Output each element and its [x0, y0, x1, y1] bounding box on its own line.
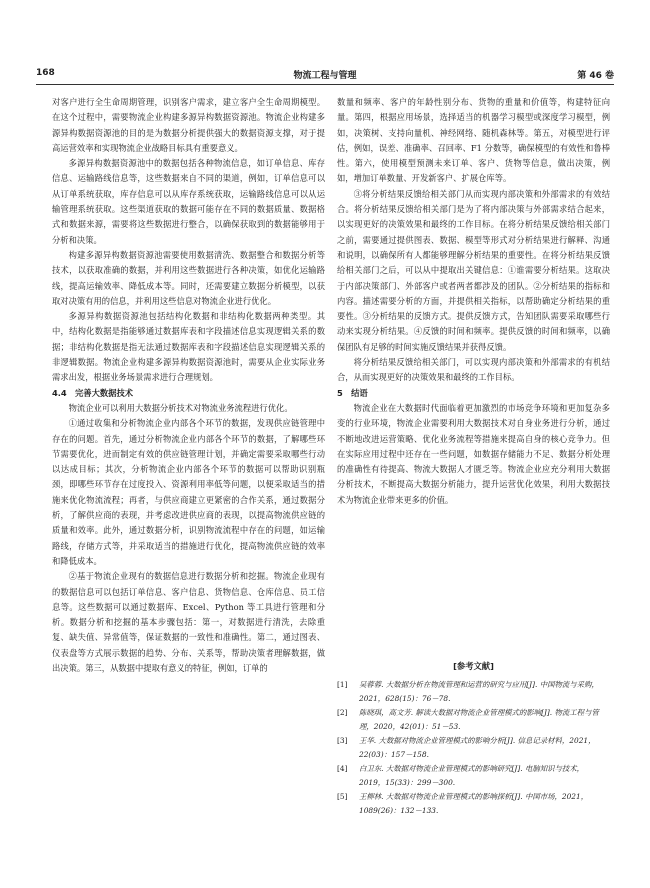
- reference-text: 王华. 大数据对物流企业管理模式的影响分析[J]. 信息记录材料，2021，22(03)：157－158.: [359, 736, 596, 759]
- section-heading: 5 结语: [337, 387, 368, 398]
- header-rule: [36, 84, 614, 85]
- volume-label: 第 46 卷: [577, 71, 614, 81]
- paragraph: 多源异构数据资源池包括结构化数据和非结构化数据两种类型。其中，结构化数据是指能够通过数据库表和字段描述信息实现逻辑关系的数据；非结构化数据是指无法通过数据库表和字段描述信息实现逻辑关系的非逻辑数据。物流企业构建多源异构数据资源池时，需要从企业实际业务需求出发，根据业务场景需求进行合理规划。: [52, 311, 325, 383]
- paragraph: 数量和频率、客户的年龄性别分布、货物的重量和价值等，构建特征向量。第四，根据应用场景，选择适当的机器学习模型或深度学习模型，例如，决策树、支持向量机、神经网络、随机森林等。第五，对模型进行评估，例如，误差、准确率、召回率、F1 分数等，确保模型的有效性和鲁棒性。第六，使用模型预测未来订单、客户、货物等信息，做出决策，例如，增加订单数量、开发新客户、扩展仓库等。: [337, 97, 610, 184]
- reference-item: [337, 762, 610, 790]
- left-column: [52, 95, 325, 676]
- paragraph: 构建多源异构数据资源池需要使用数据清洗、数据整合和数据分析等技术，以获取准确的数据，并利用这些数据进行各种决策，如优化运输路线，提高运输效率、降低成本等。同时，还需要建立数据分析模型，以获取对决策有用的信息，并利用这些信息对物流企业进行优化。: [52, 249, 325, 306]
- reference-text: 吴蓉蓉. 大数据分析在物流管理和运营的研究与应用[J]. 中国物流与采购，2021，628(15)：76－78.: [359, 680, 599, 703]
- paragraph: 多源异构数据资源池中的数据包括各种物流信息，如订单信息、库存信息、运输路线信息等，这些数据来自不同的渠道，例如，订单信息可以从订单系统获取，库存信息可以从库存系统获取，运输路线信息可以从运输管理系统获取。这些渠道获取的数据可能存在不同的数据质量、数据格式和数据来源，需要将这些数据进行整合，以确保获取到的数据能够用于分析和决策。: [52, 158, 325, 245]
- right-column: [337, 95, 610, 508]
- references-heading: [参考文献]: [453, 660, 494, 671]
- paragraph: 物流企业可以利用大数据分析技术对物流业务流程进行优化。: [68, 402, 293, 413]
- page-number: 168: [36, 68, 55, 78]
- reference-text: 白卫东. 大数据对物流企业管理模式的影响研究[J]. 电脑知识与技术，2019，15(33)：299－300.: [359, 764, 585, 787]
- reference-list: [337, 678, 610, 818]
- paragraph: ②基于物流企业现有的数据信息进行数据分析和挖掘。物流企业现有的数据信息可以包括订单信息、客户信息、货物信息、仓库信息、员工信息等。这些数据可以通过数据库、Excel、Python 等工具进行管理和分析。数据分析和挖掘的基本步骤包括：第一，对数据进行清洗，去除重复、缺失值、异常值等，保证数据的一致性和准确性。第二，通过图表、仪表盘等方式展示数据的趋势、分布、关系等，帮助决策者理解数据，做出决策。第三，从数据中提取有意义的特征，例如，订单的: [52, 571, 325, 673]
- reference-number: [3]: [337, 736, 348, 745]
- paragraph: 物流企业在大数据时代面临着更加激烈的市场竞争环境和更加复杂多变的行业环境，物流企业需要利用大数据技术对自身业务进行分析，通过不断地改进运营策略、优化业务流程等措施来提高自身的核心竞争力。但在实际应用过程中还存在一些问题，如数据存储能力不足、数据分析处理的准确性有待提高、物流大数据人才匮乏等。物流企业应充分利用大数据分析技术，不断提高大数据分析能力，提升运营优化效果，利用大数据技术为物流企业带来更多的价值。: [337, 402, 610, 505]
- reference-item: [337, 734, 610, 762]
- paragraph: 将分析结果反馈给相关部门，可以实现内部决策和外部需求的有机结合，从而实现更好的决策效果和最终的工作目标。: [337, 357, 610, 383]
- reference-number: [2]: [337, 708, 348, 717]
- reference-number: [1]: [337, 680, 348, 689]
- reference-text: 陈晓琪，高文芳. 解读大数据对物流企业管理模式的影响[J]. 物流工程与管理，2020，42(01)：51－53.: [359, 708, 599, 731]
- paragraph: ③将分析结果反馈给相关部门从而实现内部决策和外部需求的有效结合。将分析结果反馈给相关部门是为了将内部决策与外部需求结合起来，以实现更好的决策效果和最终的工作目标。在将分析结果反馈给相关部门之前，需要通过提供图表、数据、模型等形式对分析结果进行解释、沟通和说明，以确保所有人都能够理解分析结果的重要性。在将分析结果反馈给相关部门之后，可以从中提取出关键信息：①谁需要分析结果。这取决于内部决策部门、外部客户或者两者都涉及的团队。②分析结果的指标和内容。描述需要分析的方面，并提供相关指标，以帮助确定分析结果的重要性。③分析结果的反馈方式。提供反馈方式，告知团队需要采取哪些行动来实现分析结果。④反馈的时间和频率。提供反馈的时间和频率，以确保团队有足够的时间实施反馈结果并获得反馈。: [337, 188, 610, 352]
- reference-number: [5]: [337, 792, 348, 801]
- reference-text: 王柳林. 大数据对物流企业管理模式的影响探析[J]. 中国市场，2021，1089(26)：132－133.: [359, 792, 589, 815]
- paragraph: ①通过收集和分析物流企业内部各个环节的数据，发现供应链管理中存在的问题。首先，通过分析物流企业内部各个环节的数据，了解哪些环节需要优化，进而制定有效的供应链管理计划，并确定需要采取哪些行动以达成目标；其次，分析物流企业内部各个环节的数据可以帮助识别瓶颈，即哪些环节存在过度投入、资源利用率低等问题，以便采取适当的措施来优化物流流程；再者，与供应商建立更紧密的合作关系，通过数据分析，了解供应商的表现，并考虑改进供应商的表现，以提高物流供应链的质量和效率。此外，通过数据分析，识别物流流程中存在的问题，如运输路线，存储方式等，并采取适当的措施进行优化，提高物流供应链的效率和降低成本。: [52, 418, 325, 566]
- paragraph: 对客户进行全生命周期管理，识别客户需求，建立客户全生命周期模型。在这个过程中，需要物流企业构建多源异构数据资源池。物流企业构建多源异构数据资源池的目的是为数据分析提供强大的数据资源支撑，对于提高运营效率和实现物流企业战略目标具有重要意义。: [52, 97, 325, 153]
- references-section: [337, 645, 610, 818]
- reference-number: [4]: [337, 764, 348, 773]
- running-header: [36, 66, 614, 82]
- subsection-heading: 4.4 完善大数据技术: [52, 387, 134, 398]
- reference-item: [337, 706, 610, 734]
- journal-title: 物流工程与管理: [293, 71, 357, 81]
- reference-item: [337, 790, 610, 818]
- reference-item: [337, 678, 610, 706]
